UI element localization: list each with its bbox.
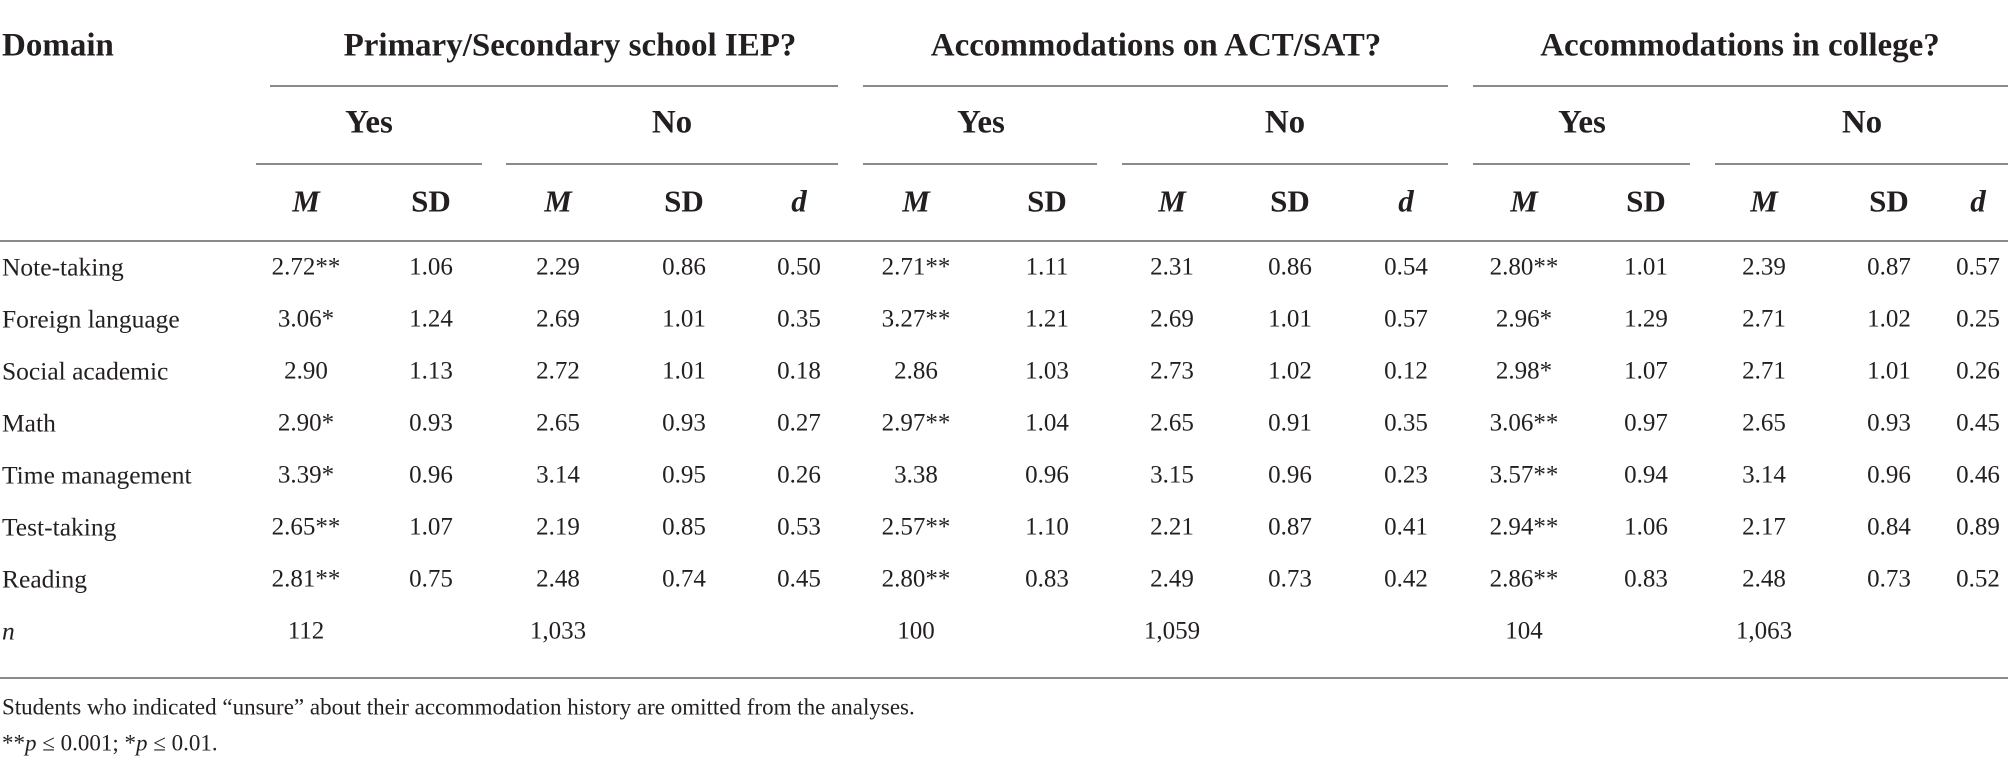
college-yes-rule (1473, 163, 1690, 165)
domain-header: Domain (2, 27, 114, 64)
stat-header-8: M (1158, 183, 1186, 219)
table-cell: 0.96 (1867, 461, 1911, 489)
actsat-yes-header: Yes (957, 104, 1005, 141)
n-cell: 1,063 (1735, 617, 1793, 645)
iep-no-rule (506, 163, 838, 165)
stat-header-14: SD (1869, 183, 1909, 219)
row-label: Math (2, 408, 56, 438)
table-cell: 3.06** (1489, 409, 1559, 437)
college-yes-header: Yes (1558, 104, 1606, 141)
table-cell: 0.96 (1025, 461, 1069, 489)
table-cell: 0.27 (777, 409, 821, 437)
table-cell: 1.10 (1025, 513, 1069, 541)
table-cell: 2.71** (881, 253, 951, 281)
table-cell: 1.13 (409, 357, 453, 385)
table-cell: 1.06 (1624, 513, 1668, 541)
table-cell: 2.39 (1742, 253, 1786, 281)
table-cell: 2.19 (536, 513, 580, 541)
table-cell: 2.48 (1742, 565, 1786, 593)
table-cell: 1.06 (409, 253, 453, 281)
table-cell: 1.07 (1624, 357, 1668, 385)
actsat-yes-rule (863, 163, 1097, 165)
row-label: Time management (2, 460, 192, 490)
sig-stars-1: ** (2, 730, 25, 756)
actsat-no-header: No (1264, 104, 1306, 141)
table-cell: 0.35 (777, 305, 821, 333)
table-cell: 0.52 (1956, 565, 2000, 593)
table-cell: 2.21 (1150, 513, 1194, 541)
table-cell: 2.57** (881, 513, 951, 541)
stat-header-11: M (1510, 183, 1538, 219)
table-cell: 3.14 (536, 461, 580, 489)
iep-yes-header: Yes (345, 104, 393, 141)
stat-header-13: M (1750, 183, 1778, 219)
table-cell: 1.07 (409, 513, 453, 541)
table-cell: 0.83 (1025, 565, 1069, 593)
table-cell: 2.94** (1489, 513, 1559, 541)
table-cell: 2.80** (1489, 253, 1559, 281)
table-cell: 0.95 (662, 461, 706, 489)
table-cell: 0.93 (1867, 409, 1911, 437)
table-cell: 0.74 (662, 565, 706, 593)
table-cell: 1.01 (662, 305, 706, 333)
table-cell: 1.02 (1867, 305, 1911, 333)
stat-header-6: M (902, 183, 930, 219)
table-cell: 1.04 (1025, 409, 1069, 437)
row-label: Foreign language (2, 304, 180, 334)
n-cell: 100 (897, 617, 935, 645)
table-cell: 2.72** (271, 253, 341, 281)
table-cell: 2.48 (536, 565, 580, 593)
table-cell: 0.50 (777, 253, 821, 281)
table-cell: 2.71 (1742, 305, 1786, 333)
table-cell: 2.29 (536, 253, 580, 281)
n-cell: 1,033 (529, 617, 587, 645)
row-label: Test-taking (2, 512, 117, 542)
table-cell: 1.03 (1025, 357, 1069, 385)
stat-header-5: d (791, 183, 807, 219)
stat-header-2: SD (411, 183, 451, 219)
table-cell: 2.31 (1150, 253, 1194, 281)
n-cell: 1,059 (1143, 617, 1201, 645)
table-cell: 0.26 (777, 461, 821, 489)
table-cell: 2.96* (1495, 305, 1553, 333)
group-header-act-sat: Accommodations on ACT/SAT? (930, 27, 1382, 64)
table-cell: 0.25 (1956, 305, 2000, 333)
table-cell: 0.93 (409, 409, 453, 437)
table-cell: 0.42 (1384, 565, 1428, 593)
table-bottom-rule (0, 677, 2008, 679)
group-header-college: Accommodations in college? (1540, 27, 1940, 64)
table-cell: 1.01 (662, 357, 706, 385)
table-cell: 0.86 (662, 253, 706, 281)
stat-header-7: SD (1027, 183, 1067, 219)
table-cell: 0.45 (1956, 409, 2000, 437)
sig-p-2: p (136, 730, 148, 756)
group-rule-college (1473, 85, 2008, 87)
actsat-no-rule (1122, 163, 1448, 165)
table-cell: 1.02 (1268, 357, 1312, 385)
table-cell: 0.18 (777, 357, 821, 385)
table-cell: 2.80** (881, 565, 951, 593)
stat-header-1: M (292, 183, 320, 219)
table-cell: 0.89 (1956, 513, 2000, 541)
table-cell: 2.65 (1742, 409, 1786, 437)
group-rule-iep (270, 85, 838, 87)
n-cell: 112 (287, 617, 325, 645)
table-cell: 1.21 (1025, 305, 1069, 333)
college-no-rule (1715, 163, 2008, 165)
table-cell: 0.75 (409, 565, 453, 593)
college-no-header: No (1841, 104, 1883, 141)
stat-header-9: SD (1270, 183, 1310, 219)
table-cell: 2.69 (1150, 305, 1194, 333)
table-cell: 0.96 (409, 461, 453, 489)
table-cell: 3.39* (277, 461, 335, 489)
table-cell: 3.06* (277, 305, 335, 333)
table-cell: 0.84 (1867, 513, 1911, 541)
table-cell: 3.27** (881, 305, 951, 333)
table-cell: 2.65 (536, 409, 580, 437)
row-label: Note-taking (2, 252, 124, 282)
table-cell: 0.73 (1268, 565, 1312, 593)
table-cell: 2.98* (1495, 357, 1553, 385)
table-cell: 2.65** (271, 513, 341, 541)
stat-header-3: M (544, 183, 572, 219)
table-cell: 0.96 (1268, 461, 1312, 489)
table-cell: 2.17 (1742, 513, 1786, 541)
table-cell: 2.90 (284, 357, 328, 385)
table-cell: 2.81** (271, 565, 341, 593)
sig-p-1: p (25, 730, 37, 756)
sig-threshold-2: ≤ 0.01. (147, 730, 218, 756)
table-cell: 3.38 (894, 461, 938, 489)
table-cell: 1.01 (1268, 305, 1312, 333)
table-cell: 1.24 (409, 305, 453, 333)
table-cell: 0.57 (1956, 253, 2000, 281)
table-cell: 0.86 (1268, 253, 1312, 281)
table-cell: 0.35 (1384, 409, 1428, 437)
header-bottom-rule (0, 240, 2008, 242)
table-cell: 2.86** (1489, 565, 1559, 593)
iep-yes-rule (256, 163, 482, 165)
table-cell: 2.72 (536, 357, 580, 385)
table-cell: 0.45 (777, 565, 821, 593)
table-cell: 0.54 (1384, 253, 1428, 281)
table-cell: 1.29 (1624, 305, 1668, 333)
table-cell: 0.85 (662, 513, 706, 541)
table-cell: 0.93 (662, 409, 706, 437)
group-header-iep: Primary/Secondary school IEP? (343, 27, 797, 64)
table-cell: 1.01 (1867, 357, 1911, 385)
n-row-label: n (2, 616, 15, 646)
row-label: Reading (2, 564, 87, 594)
table-cell: 2.49 (1150, 565, 1194, 593)
table-cell: 2.86 (894, 357, 938, 385)
sig-threshold-1: ≤ 0.001; * (36, 730, 137, 756)
stat-header-12: SD (1626, 183, 1666, 219)
table-cell: 0.87 (1268, 513, 1312, 541)
table-cell: 3.15 (1150, 461, 1194, 489)
row-label: Social academic (2, 356, 169, 386)
table-cell: 1.11 (1025, 253, 1069, 281)
table-cell: 0.12 (1384, 357, 1428, 385)
table-cell: 0.53 (777, 513, 821, 541)
table-cell: 2.65 (1150, 409, 1194, 437)
table-cell: 0.46 (1956, 461, 2000, 489)
table-cell: 0.73 (1867, 565, 1911, 593)
table-cell: 0.97 (1624, 409, 1668, 437)
significance-note (2, 732, 218, 755)
table-cell: 1.01 (1624, 253, 1668, 281)
stat-header-15: d (1970, 183, 1986, 219)
table-cell: 0.83 (1624, 565, 1668, 593)
table-note: Students who indicated “unsure” about their accommodation history are omitted from the analyses. (2, 694, 915, 720)
table-cell: 0.91 (1268, 409, 1312, 437)
table-cell: 2.90* (277, 409, 335, 437)
table-cell: 3.57** (1489, 461, 1559, 489)
table-cell: 0.26 (1956, 357, 2000, 385)
table-cell: 0.87 (1867, 253, 1911, 281)
table-cell: 3.14 (1742, 461, 1786, 489)
table-cell: 0.94 (1624, 461, 1668, 489)
table-cell: 2.69 (536, 305, 580, 333)
iep-no-header: No (651, 104, 693, 141)
stat-header-10: d (1398, 183, 1414, 219)
table-cell: 0.41 (1384, 513, 1428, 541)
stat-header-4: SD (664, 183, 704, 219)
table-cell: 0.57 (1384, 305, 1428, 333)
n-cell: 104 (1505, 617, 1543, 645)
group-rule-act-sat (863, 85, 1448, 87)
table-cell: 0.23 (1384, 461, 1428, 489)
table-cell: 2.73 (1150, 357, 1194, 385)
table-cell: 2.71 (1742, 357, 1786, 385)
table-cell: 2.97** (881, 409, 951, 437)
